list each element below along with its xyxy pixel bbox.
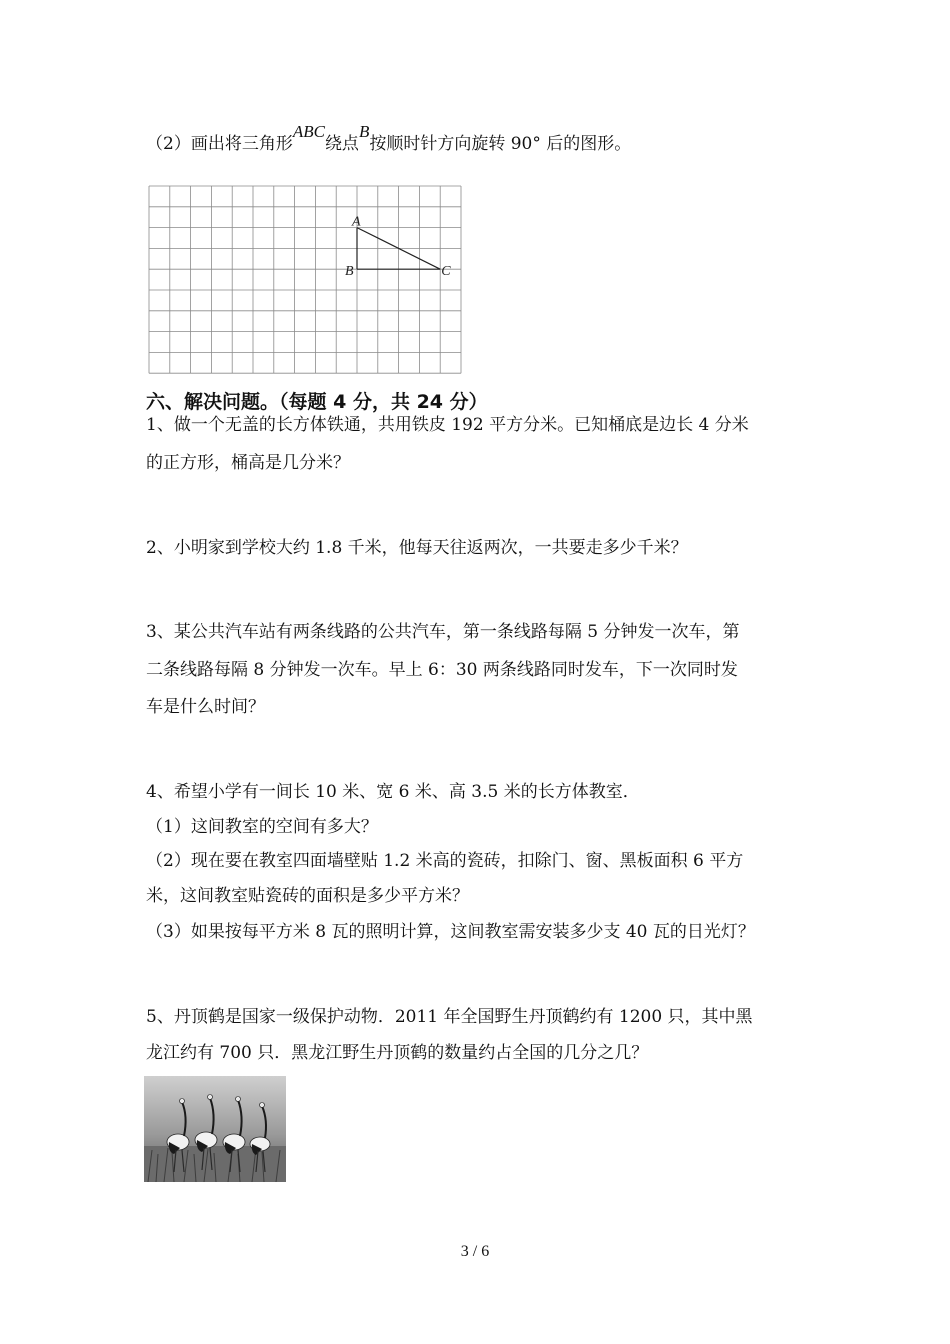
- page-number: 3 / 6: [460, 1243, 490, 1260]
- problem-3-line-1: 3、某公共汽车站有两条线路的公共汽车，第一条线路每隔 5 分钟发一次车，第: [146, 622, 740, 642]
- triangle-label: ABC: [292, 122, 325, 141]
- problem-3-line-2: 二条线路每隔 8 分钟发一次车。早上 6：30 两条线路同时发车，下一次同时发: [146, 660, 738, 680]
- problem-5-line-2: 龙江约有 700 只．黑龙江野生丹顶鹤的数量约占全国的几分之几？: [146, 1043, 649, 1063]
- question-suffix: 按顺时针方向旋转 90° 后的图形。: [369, 134, 632, 154]
- vertex-label-c: C: [441, 264, 451, 280]
- problem-5-line-1: 5、丹顶鹤是国家一级保护动物．2011 年全国野生丹顶鹤约有 1200 只，其中黑: [146, 1007, 753, 1027]
- crane-photo: [144, 1076, 286, 1182]
- problem-1-line-2: 的正方形，桶高是几分米？: [146, 453, 350, 473]
- problem-1-line-1: 1、做一个无盖的长方体铁通，共用铁皮 192 平方分米。已知桶底是边长 4 分米: [146, 415, 749, 435]
- problem-4-line-2: （1）这间教室的空间有多大？: [146, 817, 378, 837]
- question-prefix: （2）画出将三角形: [146, 134, 293, 154]
- grid-figure: [147, 184, 465, 376]
- vertex-label-a: A: [352, 214, 361, 230]
- vertex-label-b: B: [345, 264, 354, 280]
- problem-4-line-1: 4、希望小学有一间长 10 米、宽 6 米、高 3.5 米的长方体教室．: [146, 782, 640, 802]
- problem-4-line-4: 米，这间教室贴瓷砖的面积是多少平方米？: [146, 886, 469, 906]
- problem-2-line-1: 2、小明家到学校大约 1.8 千米，他每天往返两次，一共要走多少千米？: [146, 538, 688, 558]
- rotation-question: [146, 122, 632, 156]
- grid-lines: [149, 186, 461, 373]
- problem-4-line-3: （2）现在要在教室四面墙壁贴 1.2 米高的瓷砖，扣除门、窗、黑板面积 6 平方: [146, 851, 744, 871]
- section-title: 六、解决问题。（每题 4 分，共 24 分）: [146, 391, 488, 413]
- problem-3-line-3: 车是什么时间？: [146, 697, 265, 717]
- problem-4-line-5: （3）如果按每平方米 8 瓦的照明计算，这间教室需安装多少支 40 瓦的日光灯？: [146, 922, 755, 942]
- question-mid: 绕点: [324, 134, 359, 154]
- point-label: B: [358, 122, 370, 141]
